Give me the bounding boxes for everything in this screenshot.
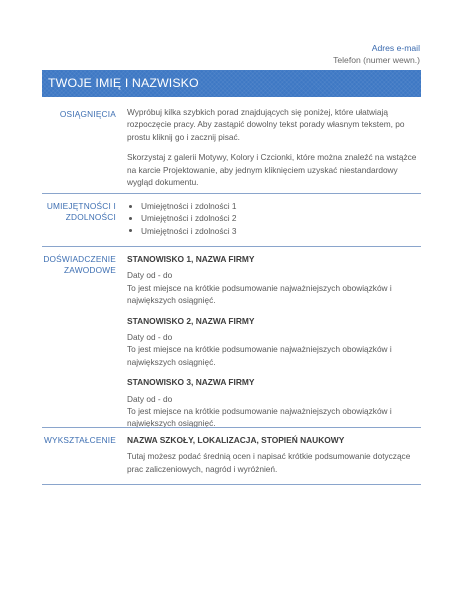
- education-title: NAZWA SZKOŁY, LOKALIZACJA, STOPIEŃ NAUKOWY: [127, 435, 345, 445]
- job-title: STANOWISKO 3, NAZWA FIRMY: [127, 377, 255, 388]
- section-label-education: WYKSZTAŁCENIE: [43, 435, 116, 445]
- job-description: To jest miejsce na krótkie podsumowanie najważniejszych obowiązków i największych osiągnięć.: [127, 406, 392, 429]
- achievements-content[interactable]: [127, 106, 421, 188]
- job-title: STANOWISKO 1, NAZWA FIRMY: [127, 254, 255, 264]
- skills-item: Umiejętności i zdolności 2: [127, 212, 421, 224]
- job-description: To jest miejsce na krótkie podsumowanie najważniejszych obowiązków i największych osiągnięć.: [127, 344, 392, 367]
- job-entry: [127, 376, 421, 430]
- job-entry: [127, 315, 421, 369]
- skills-list: [127, 200, 421, 237]
- experience-content[interactable]: [127, 253, 421, 430]
- section-label-skills: [42, 201, 116, 223]
- education-description: Tutaj możesz podać średnią ocen i napisać krótkie podsumowanie dotyczące prac zaliczeniowych, nagród i wyróżnień.: [127, 451, 411, 474]
- section-label-experience-line1: DOŚWIADCZENIE: [43, 254, 116, 264]
- section-label-experience: [42, 254, 116, 276]
- job-dates: Daty od - do: [127, 393, 173, 404]
- job-entry: [127, 253, 421, 307]
- section-divider: [42, 193, 421, 194]
- job-dates: Daty od - do: [127, 270, 173, 281]
- section-label-experience-line2: ZAWODOWE: [64, 265, 116, 275]
- contact-block: [333, 42, 420, 66]
- job-dates: Daty od - do: [127, 332, 173, 343]
- job-title: STANOWISKO 2, NAZWA FIRMY: [127, 315, 255, 326]
- email-address[interactable]: Adres e-mail: [371, 43, 420, 53]
- section-divider: [42, 246, 421, 247]
- section-label-skills-line1: UMIEJĘTNOŚCI I: [46, 201, 116, 211]
- skills-content[interactable]: [127, 200, 421, 237]
- skills-item: Umiejętności i zdolności 1: [127, 200, 421, 212]
- achievements-paragraph-1: Wypróbuj kilka szybkich porad znajdujących się poniżej, które ułatwiają rozpoczęcie pracy. Aby zastąpić dowolny tekst porady własnym tekstem, po prostu kliknij go i zacznij pisać.: [127, 107, 405, 142]
- section-label-achievements: OSIĄGNIĘCIA: [59, 109, 116, 119]
- section-label-skills-line2: ZDOLNOŚCI: [65, 212, 116, 222]
- skills-item: Umiejętności i zdolności 3: [127, 225, 421, 237]
- section-divider: [42, 484, 421, 485]
- achievements-paragraph-2: Skorzystaj z galerii Motywy, Kolory i Czcionki, które można znaleźć na wstążce na karcie Projektowanie, aby jednym kliknięciem uzyskać niestandardowy wygląd dokumentu.: [127, 152, 417, 188]
- education-content[interactable]: [127, 434, 421, 475]
- job-description: To jest miejsce na krótkie podsumowanie najważniejszych obowiązków i największych osiągnięć.: [127, 282, 392, 306]
- section-divider: [42, 427, 421, 428]
- phone-number[interactable]: Telefon (numer wewn.): [333, 55, 420, 65]
- name-banner[interactable]: TWOJE IMIĘ I NAZWISKO: [42, 70, 421, 97]
